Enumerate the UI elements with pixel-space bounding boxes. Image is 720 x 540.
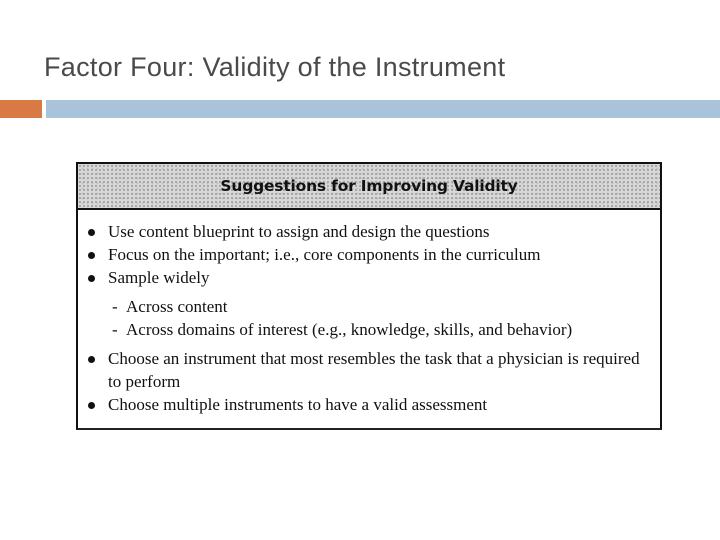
slide-title: Factor Four: Validity of the Instrument: [44, 52, 506, 82]
dash-marker: -: [112, 297, 118, 316]
sub-item-text: Across content: [126, 297, 228, 316]
dash-marker: -: [112, 320, 118, 339]
validity-suggestions-figure: [76, 162, 662, 430]
bullet-text: Sample widely: [108, 268, 210, 287]
bullet-dot-icon: [88, 402, 95, 409]
bullet-text: Focus on the important; i.e., core components in the curriculum: [108, 245, 541, 264]
figure-body: [78, 210, 660, 416]
bullet-text: Choose multiple instruments to have a valid assessment: [108, 395, 488, 414]
bullet-dot-icon: [88, 252, 95, 259]
bullet-dot-icon: [88, 275, 95, 282]
bullet-item: [88, 347, 650, 393]
accent-bar-blue: [46, 100, 720, 118]
bullet-text: Use content blueprint to assign and design the questions: [108, 222, 490, 241]
sub-item-text: Across domains of interest (e.g., knowledge, skills, and behavior): [126, 320, 573, 339]
bullet-item: [88, 393, 650, 416]
accent-bar-orange: [0, 100, 42, 118]
bullet-text: Choose an instrument that most resembles the task that a physician is required to perform: [108, 349, 640, 391]
bullet-item: [88, 243, 650, 266]
bullet-item: [88, 220, 650, 243]
bullet-dot-icon: [88, 356, 95, 363]
figure-header: [78, 164, 660, 210]
sub-item: [112, 318, 650, 341]
sub-item: [112, 295, 650, 318]
figure-header-text: Suggestions for Improving Validity: [220, 177, 518, 195]
bullet-dot-icon: [88, 229, 95, 236]
sub-list: [112, 295, 650, 341]
bullet-item: [88, 266, 650, 289]
